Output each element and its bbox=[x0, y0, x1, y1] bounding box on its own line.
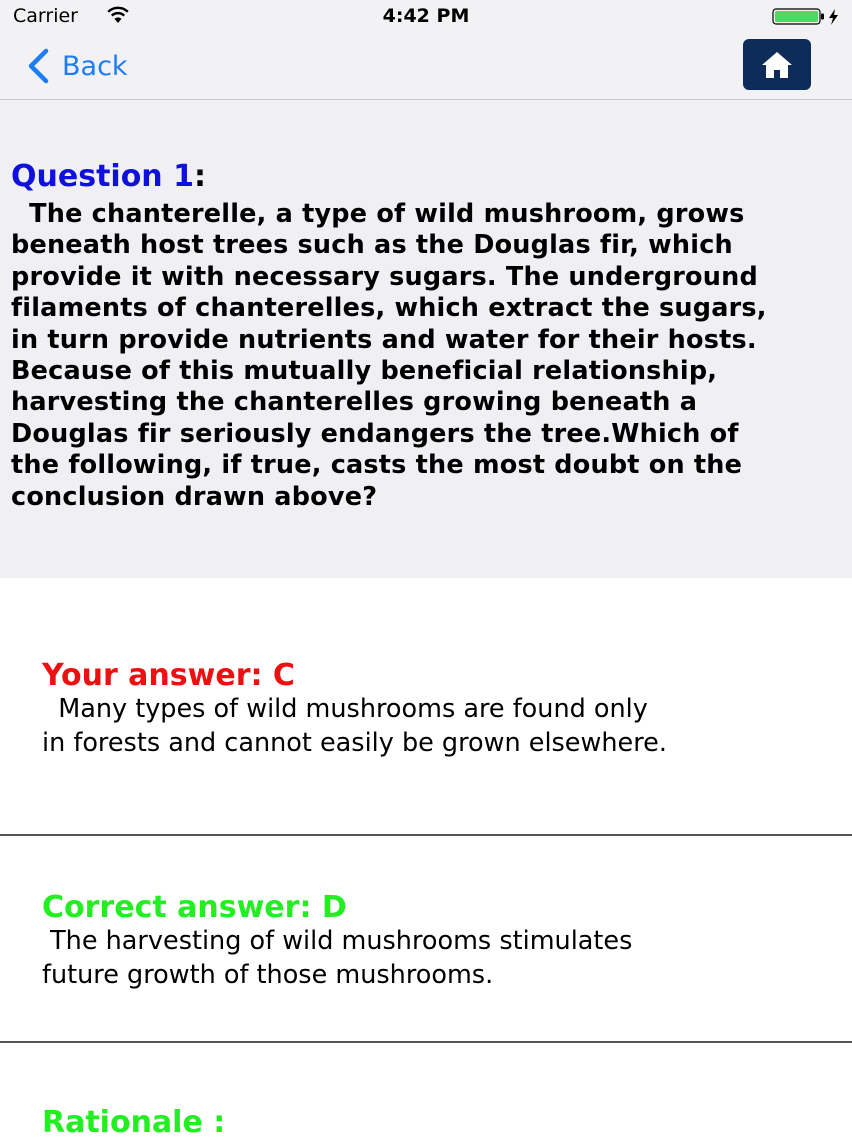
question-line: the following, if true, casts the most doubt on the bbox=[11, 450, 743, 481]
navigation-bar bbox=[0, 32, 852, 100]
clock: 4:42 PM bbox=[382, 5, 470, 27]
question-colon: : bbox=[193, 159, 206, 194]
rationale-heading: Rationale : bbox=[42, 1105, 226, 1140]
correct-answer-line: future growth of those mushrooms. bbox=[42, 960, 494, 990]
battery-icon bbox=[772, 8, 844, 26]
correct-answer-heading: Correct answer: D bbox=[42, 890, 347, 925]
back-label: Back bbox=[62, 50, 128, 82]
your-answer-heading: Your answer: C bbox=[42, 658, 295, 693]
chevron-left-icon bbox=[24, 48, 54, 84]
back-button[interactable] bbox=[24, 46, 128, 86]
home-button[interactable] bbox=[743, 39, 811, 90]
home-icon bbox=[761, 50, 793, 80]
question-line: in turn provide nutrients and water for their hosts. bbox=[11, 324, 757, 355]
question-line: Because of this mutually beneficial relationship, bbox=[11, 356, 718, 387]
your-answer-text bbox=[42, 692, 667, 760]
question-line: conclusion drawn above? bbox=[11, 481, 378, 512]
your-answer-line: in forests and cannot easily be grown elsewhere. bbox=[42, 728, 667, 758]
question-line: filaments of chanterelles, which extract the sugars, bbox=[11, 293, 767, 324]
your-answer-line: Many types of wild mushrooms are found only bbox=[42, 694, 648, 724]
status-bar bbox=[0, 0, 852, 32]
carrier-label: Carrier bbox=[13, 5, 78, 27]
question-line: harvesting the chanterelles growing beneath a bbox=[11, 387, 698, 418]
your-answer-block bbox=[0, 578, 852, 836]
question-line: The chanterelle, a type of wild mushroom, grows bbox=[11, 199, 745, 229]
correct-answer-text bbox=[42, 924, 632, 992]
correct-answer-line: The harvesting of wild mushrooms stimulates bbox=[42, 926, 633, 956]
question-heading bbox=[11, 157, 206, 197]
rationale-block bbox=[0, 1043, 852, 1143]
question-text bbox=[11, 199, 851, 513]
question-line: beneath host trees such as the Douglas fir, which bbox=[11, 230, 733, 261]
question-line: Douglas fir seriously endangers the tree.Which of bbox=[11, 418, 739, 449]
question-section bbox=[0, 100, 852, 578]
question-line: provide it with necessary sugars. The underground bbox=[11, 261, 758, 292]
correct-answer-block bbox=[0, 836, 852, 1043]
question-label: Question 1 bbox=[11, 159, 194, 194]
